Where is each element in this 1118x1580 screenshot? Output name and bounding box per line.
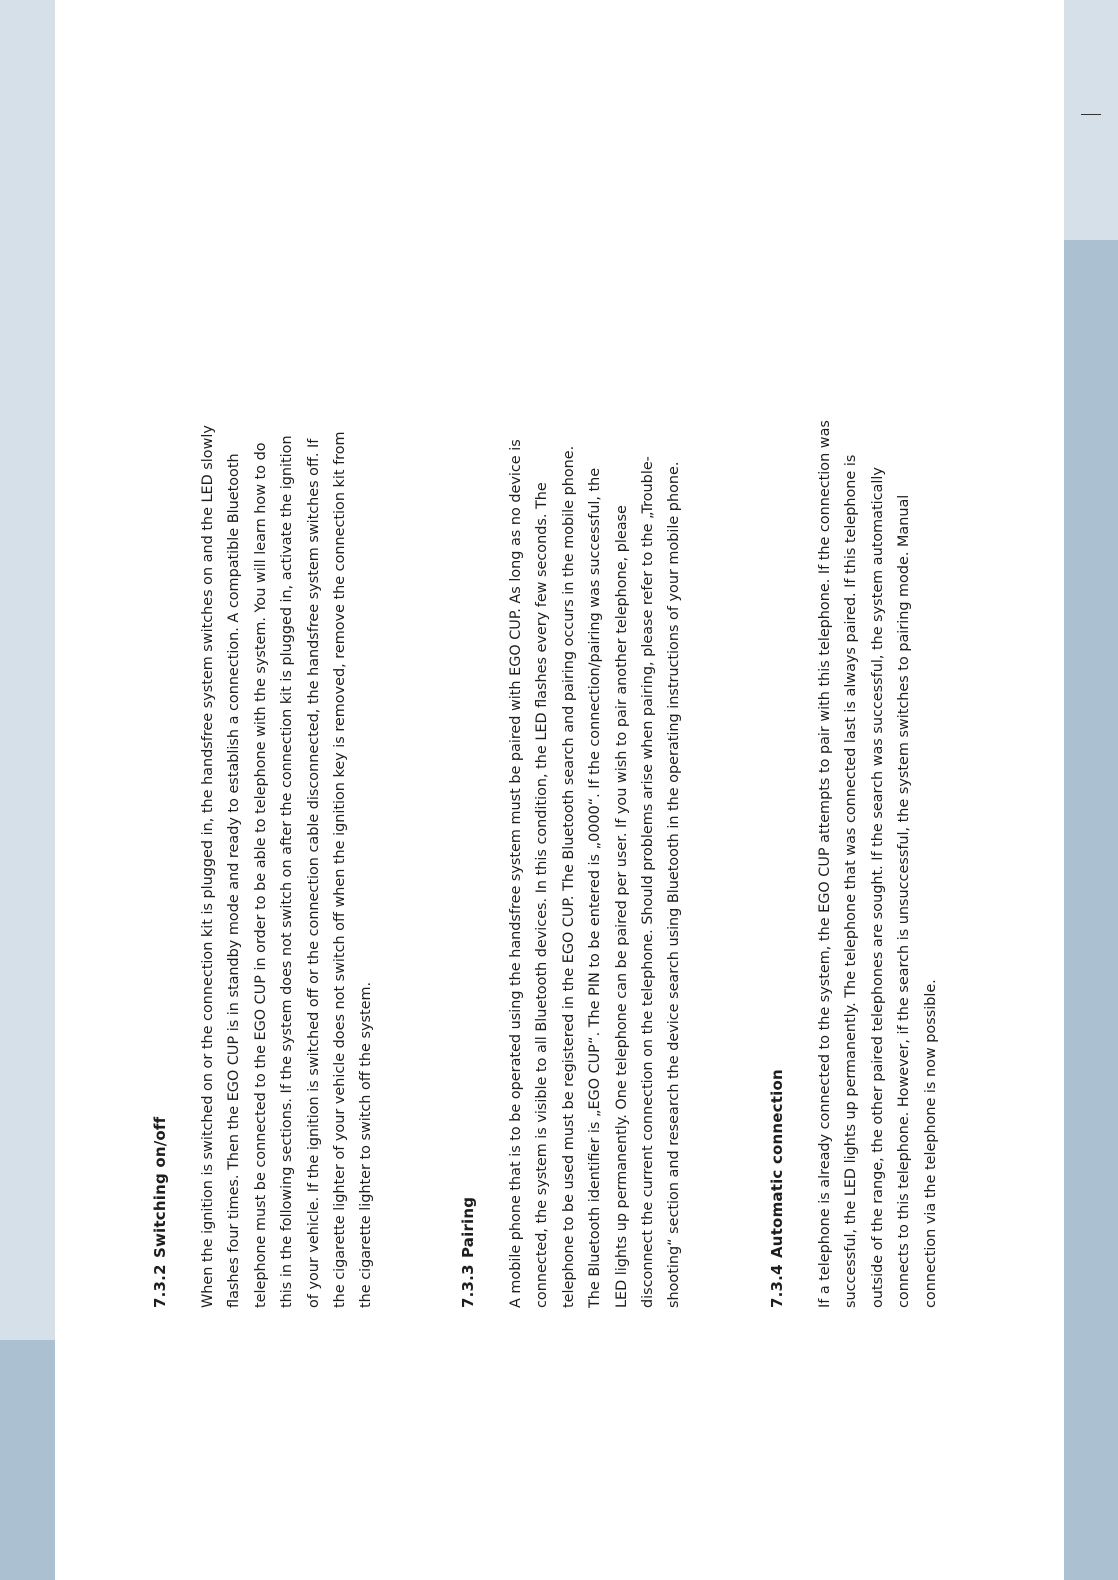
text-line: the cigarette lighter to switch off the system. — [358, 981, 375, 1308]
text-line: LED lights up permanently. One telephone can be paired per user. If you wish to pair another telephone, please — [613, 505, 630, 1308]
text-line: connected, the system is visible to all Bluetooth devices. In this condition, the LED flashes every few seconds. The — [534, 482, 551, 1308]
text-line: telephone must be connected to the EGO CUP in order to be able to telephone with the system. You will learn how to do — [252, 442, 269, 1308]
text-line: When the ignition is switched on or the connection kit is plugged in, the handsfree system switches on and the LED slowly — [200, 425, 216, 1308]
text-line: connection via the telephone is now possible. — [922, 979, 939, 1308]
right-margin-band-light — [1064, 0, 1118, 240]
section-title: Switching on/off — [151, 1116, 169, 1258]
section-heading — [458, 8, 478, 1308]
section-title: Pairing — [459, 1196, 477, 1258]
text-line: telephone to be used must be registered in the EGO CUP. The Bluetooth search and pairing occurs in the mobile phone. — [560, 445, 577, 1308]
text-line: flashes four times. Then the EGO CUP is in standby mode and ready to establish a connection. A compatible Bluetooth — [226, 453, 243, 1308]
text-line: successful, the LED lights up permanently. The telephone that was connected last is always paired. If this telephone is — [843, 454, 860, 1308]
section-paragraph — [812, 8, 944, 1308]
text-line: disconnect the current connection on the telephone. Should problems arise when pairing, please refer to the „Trouble- — [639, 456, 656, 1308]
section-paragraph — [503, 8, 688, 1308]
left-margin-band-dark — [0, 1340, 55, 1580]
text-line: this in the following sections. If the system does not switch on after the connection kit is plugged in, activate the ignition — [279, 435, 296, 1308]
left-margin-band-light — [0, 0, 55, 1340]
text-line: connects to this telephone. However, if the search is unsuccessful, the system switches to pairing mode. Manual — [896, 494, 913, 1308]
section-switching — [150, 8, 380, 1308]
section-number: 7.3.3 — [459, 1264, 477, 1308]
section-pairing — [458, 8, 688, 1308]
text-line: If a telephone is already connected to the system, the EGO CUP attempts to pair with this telephone. If the connection was — [817, 420, 833, 1308]
section-heading — [767, 8, 787, 1308]
section-automatic-connection — [767, 8, 944, 1308]
text-line: shooting“ section and research the device search using Bluetooth in the operating instructions of your mobile phone. — [666, 461, 683, 1308]
section-number: 7.3.4 — [768, 1264, 786, 1308]
rotated-document-body — [150, 8, 1050, 1308]
section-number: 7.3.2 — [151, 1264, 169, 1308]
text-line: of your vehicle. If the ignition is switched off or the connection cable disconnected, the handsfree system switches off. If — [305, 438, 322, 1308]
right-margin-band-dark — [1064, 240, 1118, 1580]
section-heading — [150, 8, 170, 1308]
page-marker-tick — [1081, 114, 1101, 115]
section-paragraph — [195, 8, 380, 1308]
text-line: The Bluetooth identifier is „EGO CUP“. The PIN to be entered is „0000“. If the connection/pairing was successful, the — [587, 467, 604, 1308]
text-line: outside of the range, the other paired telephones are sought. If the search was successful, the system automatically — [869, 467, 886, 1308]
section-title: Automatic connection — [768, 1069, 786, 1258]
text-line: the cigarette lighter of your vehicle does not switch off when the ignition key is removed, remove the connection kit from — [331, 431, 348, 1308]
text-line: A mobile phone that is to be operated using the handsfree system must be paired with EGO CUP. As long as no device is — [508, 439, 524, 1308]
